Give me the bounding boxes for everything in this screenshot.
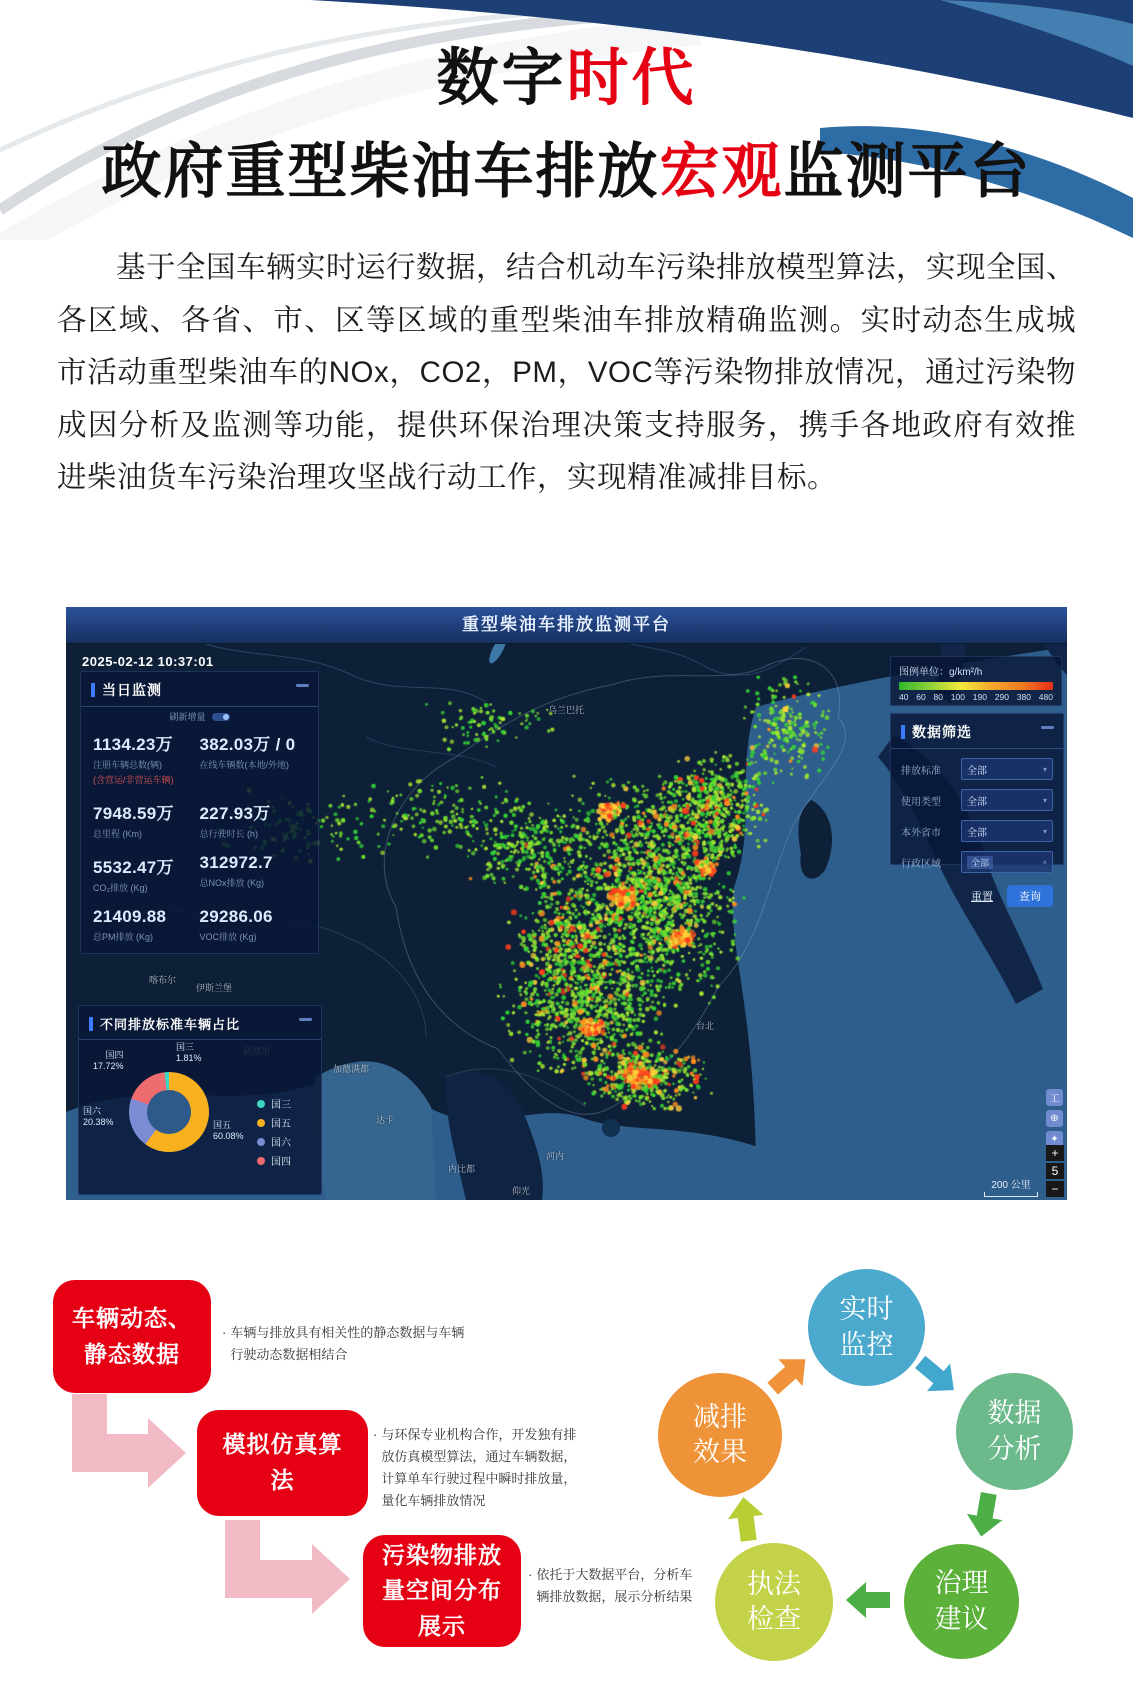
stat-co2: 5532.47万 CO₂排放 (Kg) <box>93 858 174 893</box>
today-panel-title-row <box>81 672 318 707</box>
stat-registered-vehicles: 1134.23万 注册车辆总数(辆) (含营运/非营运车辆) <box>93 735 174 785</box>
poster-title-line2 <box>0 124 1133 210</box>
title1-red: 时代 <box>566 44 697 113</box>
data-filter-panel <box>890 713 1064 903</box>
callout-guo4: 国四 17.72% <box>93 1050 124 1071</box>
map-tool-buttons <box>1046 1089 1063 1148</box>
map-city-label: 仰光 <box>512 1186 531 1196</box>
map-city-label: 喀布尔 <box>149 975 177 985</box>
legend-item: 国五 <box>257 1113 291 1132</box>
poster-title-line1 <box>0 28 1133 117</box>
arrow-advice-to-enforce-icon <box>846 1582 890 1618</box>
panel-accent-bar <box>91 683 95 697</box>
usage-type-select[interactable]: 全部 ▾ <box>961 789 1053 811</box>
flow-arrow-1 <box>70 1392 190 1492</box>
map-city-label: 达卡 <box>376 1115 395 1125</box>
flow-note-1: · 车辆与排放具有相关性的静态数据与车辆行驶动态数据相结合 <box>222 1325 465 1362</box>
panel-accent-bar <box>901 725 905 739</box>
query-button[interactable]: 查询 <box>1007 885 1053 907</box>
arrow-analysis-to-advice-icon <box>963 1490 1006 1540</box>
filter-local-nonlocal: 本外省市 全部 ▾ <box>901 820 1053 842</box>
filter-usage-type: 使用类型 全部 ▾ <box>901 789 1053 811</box>
legend-dot <box>257 1157 265 1165</box>
zoom-out-button[interactable]: − <box>1046 1181 1064 1197</box>
callout-guo6: 国六 20.38% <box>83 1106 114 1127</box>
legend-item: 国六 <box>257 1132 291 1151</box>
chevron-down-icon: ▾ <box>1042 826 1047 836</box>
emission-standard-select[interactable]: 全部 ▾ <box>961 758 1053 780</box>
legend-dot <box>257 1138 265 1146</box>
locate-tool-button[interactable]: ⊕ <box>1046 1110 1063 1127</box>
emission-standard-donut <box>129 1072 209 1152</box>
reset-button[interactable]: 重置 <box>967 885 997 907</box>
stat-total-hours: 227.93万 总行驶时长 (h) <box>199 804 271 839</box>
today-monitoring-panel <box>80 671 319 954</box>
cycle-emission-reduction: 减排 效果 <box>658 1373 782 1497</box>
collapse-icon[interactable] <box>1041 726 1054 729</box>
zoom-in-button[interactable]: + <box>1046 1145 1064 1161</box>
donut-hole <box>147 1090 191 1134</box>
flow-note-3: · 依托于大数据平台，分析车辆排放数据，展示分析结果 <box>528 1567 693 1604</box>
cycle-governance-advice: 治理 建议 <box>904 1544 1019 1659</box>
arrow-enforce-to-reduction-icon <box>725 1495 766 1543</box>
scale-line <box>984 1192 1038 1197</box>
legend-ticks: 40 60 80 100 190 290 380 480 <box>899 692 1053 702</box>
collapse-icon[interactable] <box>299 1018 312 1021</box>
filter-panel-title: 数据筛选 <box>912 724 972 740</box>
refresh-row <box>81 707 318 724</box>
chevron-down-icon: ▾ <box>1042 795 1047 805</box>
flow-box-vehicle-data: 车辆动态、静态数据 <box>53 1280 211 1393</box>
legend-gradient-bar <box>899 682 1053 690</box>
stat-pm: 21409.88 总PM排放 (Kg) <box>93 907 167 942</box>
panel-accent-bar <box>89 1017 93 1031</box>
stat-online-vehicles: 382.03万 / 0 在线车辆数(本地/外地) <box>199 735 296 770</box>
title2-post: 监测平台 <box>783 138 1032 205</box>
map-city-label: 河内 <box>546 1151 565 1161</box>
today-panel-title: 当日监测 <box>102 682 162 698</box>
dashboard-timestamp: 2025-02-12 10:37:01 <box>82 654 214 669</box>
callout-guo5: 国五 60.08% <box>213 1120 244 1141</box>
refresh-toggle[interactable] <box>212 713 230 721</box>
legend-item: 国三 <box>257 1094 291 1113</box>
monitoring-dashboard <box>66 607 1067 1200</box>
filter-emission-standard: 排放标准 全部 ▾ <box>901 758 1053 780</box>
callout-guo3: 国三 1.81% <box>176 1042 202 1063</box>
measure-tool-button[interactable]: 工 <box>1046 1089 1063 1106</box>
refresh-label: 刷新增量 <box>169 712 206 722</box>
admin-region-select[interactable]: 全部 × <box>961 851 1053 873</box>
intro-paragraph: 基于全国车辆实时运行数据，结合机动车污染排放模型算法，实现全国、各区域、各省、市、区等区域的重型柴油车排放精确监测。实时动态生成城市活动重型柴油车的NOx，CO2，PM，VOC等污染物排放情况，通过污染物成因分析及监测等功能，提供环保治理决策支持服务，携手各地政府有效推进柴油货车污染治理攻坚战行动工作，实现精准减排目标。 <box>57 251 1077 494</box>
flow-note-2: · 与环保专业机构合作，开发独有排放仿真模型算法，通过车辆数据，计算单车行驶过程中瞬时排放量，量化车辆排放情况 <box>373 1427 577 1508</box>
map-zoom-control <box>1046 1145 1064 1197</box>
pie-panel-title: 不同排放标准车辆占比 <box>100 1017 241 1032</box>
layers-tool-button[interactable]: ✦ <box>1046 1131 1063 1148</box>
cycle-realtime-monitoring: 实时 监控 <box>808 1269 925 1386</box>
flow-box-simulation-algorithm: 模拟仿真算法 <box>197 1410 368 1516</box>
legend-item: 国四 <box>257 1151 291 1170</box>
stat-voc: 29286.06 VOC排放 (Kg) <box>199 907 273 942</box>
map-city-label: 台北 <box>696 1021 715 1031</box>
flow-box-spatial-distribution: 污染物排放量空间分布展示 <box>363 1535 521 1647</box>
pie-legend <box>257 1094 291 1170</box>
title1-black: 数字 <box>436 44 567 113</box>
clear-icon[interactable]: × <box>1042 857 1047 867</box>
dashboard-header-bar <box>66 607 1067 644</box>
cycle-data-analysis: 数据 分析 <box>956 1373 1073 1490</box>
chevron-down-icon: ▾ <box>1042 764 1047 774</box>
zoom-level-indicator: 5 <box>1046 1163 1064 1179</box>
flow-arrow-2 <box>223 1518 353 1618</box>
pie-panel-title-row <box>79 1006 321 1040</box>
title2-red: 宏观 <box>659 138 784 205</box>
stat-total-mileage: 7948.59万 总里程 (Km) <box>93 804 174 839</box>
filter-buttons-row <box>901 885 1053 907</box>
map-city-label: 乌兰巴托 <box>548 705 585 715</box>
stat-nox: 312972.7 总NOx排放 (Kg) <box>199 853 273 888</box>
filter-admin-region: 行政区域 全部 × <box>901 851 1053 873</box>
arrow-reduction-to-monitor-icon <box>761 1346 818 1402</box>
legend-dot <box>257 1100 265 1108</box>
map-city-label: 加德满都 <box>333 1064 370 1074</box>
today-stats-grid <box>81 724 318 953</box>
local-nonlocal-select[interactable]: 全部 ▾ <box>961 820 1053 842</box>
cycle-law-enforcement: 执法 检查 <box>715 1543 833 1661</box>
map-scale-bar: 200 公里 <box>984 1176 1038 1197</box>
map-legend-panel <box>890 656 1062 706</box>
map-city-label: 伊斯兰堡 <box>196 983 233 993</box>
legend-unit-label: 图例单位：g/km²/h <box>899 667 983 678</box>
collapse-icon[interactable] <box>296 684 309 687</box>
emission-standard-pie-panel <box>78 1005 322 1195</box>
filter-panel-title-row <box>891 714 1063 749</box>
map-city-label: 内比都 <box>448 1164 476 1174</box>
legend-dot <box>257 1119 265 1127</box>
dashboard-title: 重型柴油车排放监测平台 <box>462 615 671 634</box>
title2-pre: 政府重型柴油车排放 <box>101 138 660 205</box>
